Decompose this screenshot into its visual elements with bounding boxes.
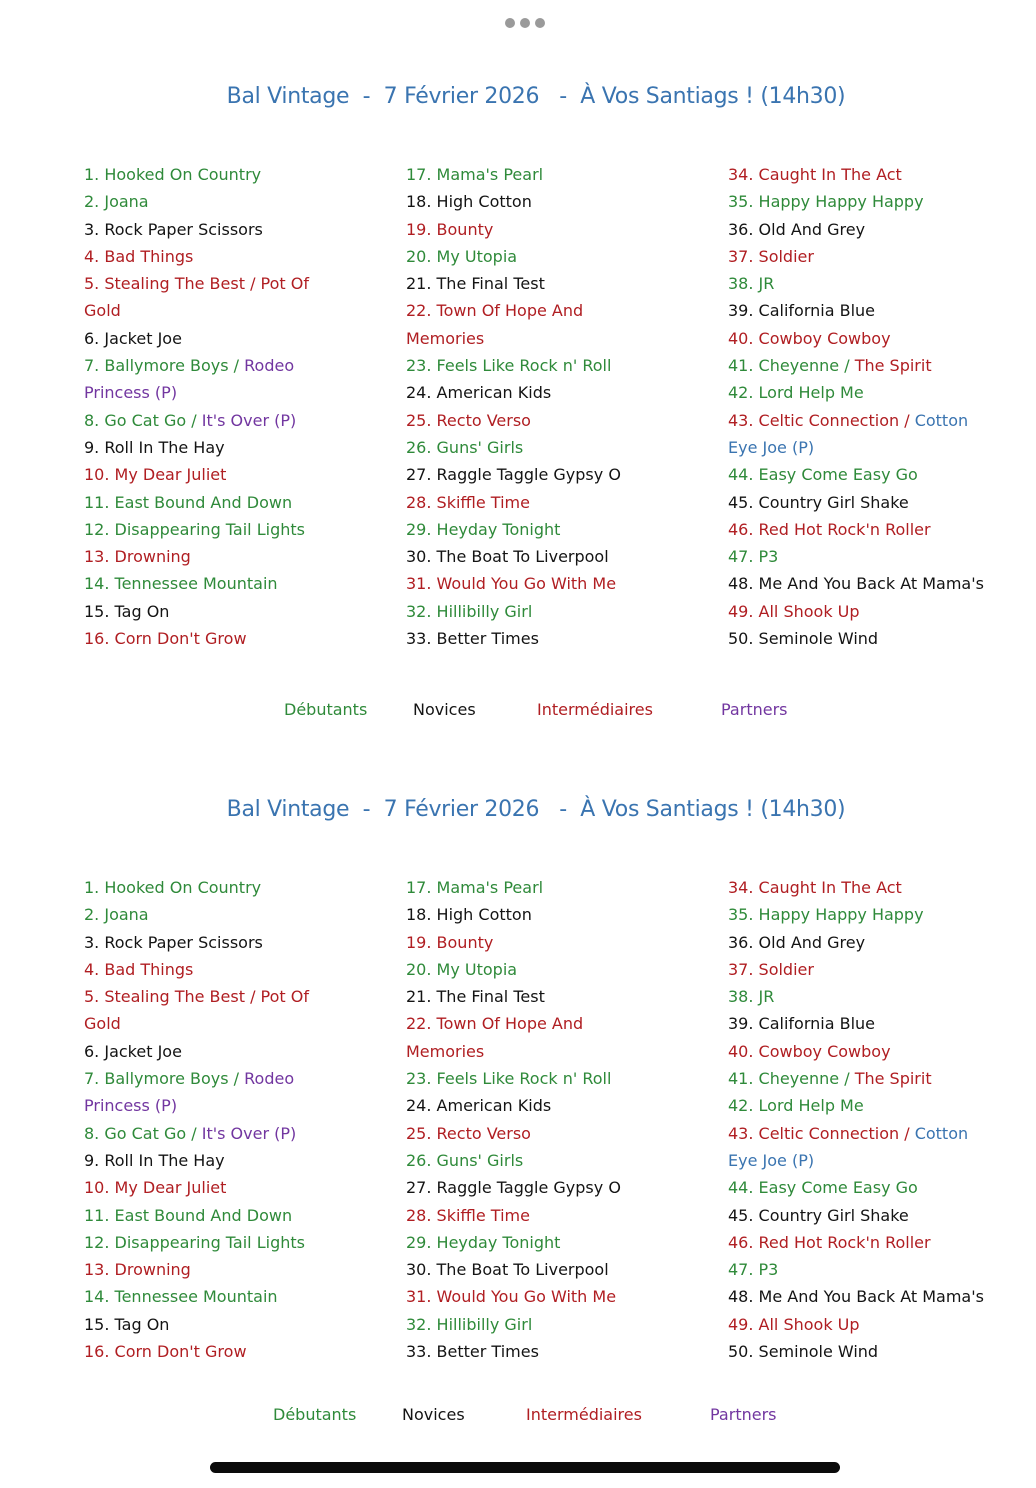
dance-list-item [728,516,1028,543]
dance-list-item [406,297,706,324]
dance-title: 32. Hillibilly Girl [406,601,533,621]
dance-column-1 [84,161,384,652]
dance-list-item [406,1283,706,1310]
dance-list-item [406,325,706,352]
dance-title: 30. The Boat To Liverpool [406,1260,609,1280]
dance-column-3 [728,161,1028,652]
dance-title: 22. Town Of Hope And [406,301,584,321]
dance-title: 25. Recto Verso [406,410,531,430]
dance-title: 39. California Blue [728,1014,875,1034]
dance-title: 3. Rock Paper Scissors [84,219,263,239]
dance-list-item [84,379,384,406]
dance-list-item [406,1038,706,1065]
dance-list-item [84,1174,384,1201]
dance-title: 9. Roll In The Hay [84,437,225,457]
dance-title: 32. Hillibilly Girl [406,1314,533,1334]
dance-list-item [406,379,706,406]
dance-title: 16. Corn Don't Grow [84,629,247,649]
dance-list-item [84,434,384,461]
legend-debutants: Débutants [273,1405,357,1424]
dance-title: 13. Drowning [84,1260,191,1280]
dance-title: Cotton [914,410,969,430]
dance-title: 22. Town Of Hope And [406,1014,584,1034]
dance-list-item [84,1065,384,1092]
dance-title: Memories [406,328,485,348]
dance-list-item [84,1283,384,1310]
legend-intermediaires: Intermédiaires [526,1405,642,1424]
dance-title: 8. Go Cat Go / [84,1123,202,1143]
dance-list-item [84,983,384,1010]
dance-title: 26. Guns' Girls [406,437,524,457]
dance-list-item [406,543,706,570]
dance-list-item [728,1338,1028,1365]
dance-title: 40. Cowboy Cowboy [728,328,891,348]
dance-title: 42. Lord Help Me [728,1096,864,1116]
dance-title: 6. Jacket Joe [84,1041,182,1061]
dance-list-item [406,625,706,652]
dance-list-item [406,243,706,270]
dance-list-item [84,1092,384,1119]
dance-title: 12. Disappearing Tail Lights [84,1232,305,1252]
more-options-icon[interactable] [505,18,545,28]
dance-list-item [84,461,384,488]
dance-list-item [84,1202,384,1229]
dance-title: 5. Stealing The Best / Pot Of [84,274,309,294]
dance-list-item [728,352,1028,379]
dance-list-item [728,570,1028,597]
dance-title: 1. Hooked On Country [84,878,262,897]
dance-list-item [406,1092,706,1119]
dance-column-1 [84,874,384,1365]
legend-novices: Novices [413,700,476,719]
dance-title: 44. Easy Come Easy Go [728,1178,918,1198]
dance-title: 29. Heyday Tonight [406,519,561,539]
dance-title: 37. Soldier [728,959,814,979]
dance-list-item [84,188,384,215]
dance-list-item [406,489,706,516]
dance-column-3 [728,874,1028,1365]
dance-list-item [406,434,706,461]
dance-title: 34. Caught In The Act [728,878,902,897]
dance-title: Gold [84,1014,121,1034]
dance-list-item [728,901,1028,928]
dance-title: 41. Cheyenne / [728,356,855,376]
dance-list-item [728,1256,1028,1283]
dance-title: 8. Go Cat Go / [84,410,202,430]
dance-title: 3. Rock Paper Scissors [84,932,263,952]
dance-list-item [84,1147,384,1174]
dance-title: 31. Would You Go With Me [406,1287,617,1307]
dance-title: 33. Better Times [406,629,539,649]
dance-list-item [728,188,1028,215]
dance-title: 33. Better Times [406,1342,539,1362]
dance-title: Cotton [914,1123,969,1143]
dance-title: 44. Easy Come Easy Go [728,465,918,485]
page-title: Bal Vintage - 7 Février 2026 - À Vos Santiags ! (14h30) [226,797,846,822]
dance-list-item [84,243,384,270]
dance-title: 21. The Final Test [406,274,545,294]
dance-list-item [406,1202,706,1229]
dance-title: 39. California Blue [728,301,875,321]
dance-title: 48. Me And You Back At Mama's [728,574,984,594]
dance-list-item [728,1174,1028,1201]
dance-title: 20. My Utopia [406,246,518,266]
dance-title: 18. High Cotton [406,905,532,925]
dance-list-item [84,1038,384,1065]
dance-title: 25. Recto Verso [406,1123,531,1143]
dance-list-item [728,1202,1028,1229]
dance-list-item [84,516,384,543]
legend-partners: Partners [710,1405,777,1424]
dance-title: 46. Red Hot Rock'n Roller [728,519,931,539]
dance-list-item [84,216,384,243]
dance-list-item [728,625,1028,652]
dance-title: 15. Tag On [84,601,170,621]
dance-list-item [406,407,706,434]
dance-title: It's Over (P) [201,1123,297,1143]
dance-list-item [728,270,1028,297]
dance-list-item [84,1338,384,1365]
dance-title: 38. JR [728,274,775,294]
dance-list-item [84,161,384,188]
dance-list-item [728,1283,1028,1310]
dance-list-item [84,1120,384,1147]
dance-title: 24. American Kids [406,1096,552,1116]
dance-title: 28. Skiffle Time [406,492,530,512]
dance-title: 36. Old And Grey [728,219,866,239]
dance-list-item [728,1038,1028,1065]
dance-title: Princess (P) [84,383,178,403]
dance-title: 13. Drowning [84,547,191,567]
legend-partners: Partners [721,700,788,719]
dance-list-item [406,874,706,901]
dance-title: Eye Joe (P) [728,1150,815,1170]
dance-title: 36. Old And Grey [728,932,866,952]
dance-title: 23. Feels Like Rock n' Roll [406,1069,612,1089]
dance-column-2 [406,874,706,1365]
dance-title: 42. Lord Help Me [728,383,864,403]
dance-list-item [406,1065,706,1092]
dance-list-item [406,1311,706,1338]
dance-title: Memories [406,1041,485,1061]
dance-list-item [728,407,1028,434]
dance-list-item [406,1229,706,1256]
dance-title: The Spirit [854,1069,932,1089]
dance-list-item [406,161,706,188]
dance-list-item [406,570,706,597]
dance-title: 47. P3 [728,1260,779,1280]
dance-list-item [84,901,384,928]
dance-title: 41. Cheyenne / [728,1069,855,1089]
dance-list-item [406,188,706,215]
dance-list-item [84,270,384,297]
dance-title: 46. Red Hot Rock'n Roller [728,1232,931,1252]
dance-list-item [84,1311,384,1338]
dance-title: 47. P3 [728,547,779,567]
dance-list-item [728,983,1028,1010]
dot [535,18,545,28]
dance-title: 10. My Dear Juliet [84,465,227,485]
dance-title: Rodeo [244,356,295,376]
dance-title: 35. Happy Happy Happy [728,192,924,212]
dance-list-item [84,570,384,597]
dance-title: 43. Celtic Connection / [728,1123,915,1143]
dance-title: 14. Tennessee Mountain [84,574,278,594]
dance-title: 2. Joana [84,905,149,925]
dance-list-item [728,1010,1028,1037]
dance-list-item [728,874,1028,901]
dance-list-item [406,901,706,928]
dance-title: 12. Disappearing Tail Lights [84,519,305,539]
dance-title: 20. My Utopia [406,959,518,979]
dance-list-item [728,379,1028,406]
dance-title: 40. Cowboy Cowboy [728,1041,891,1061]
dance-list-item [728,325,1028,352]
dance-list-item [84,543,384,570]
dance-list-item [406,1120,706,1147]
dance-list-item [728,1092,1028,1119]
dance-list-item [84,598,384,625]
dance-title: 45. Country Girl Shake [728,1205,909,1225]
dance-title: 2. Joana [84,192,149,212]
dance-title: 17. Mama's Pearl [406,878,544,897]
dance-list-item [728,1120,1028,1147]
dance-title: 4. Bad Things [84,246,194,266]
dance-list-item [84,1010,384,1037]
dance-list-item [728,543,1028,570]
dance-title: 28. Skiffle Time [406,1205,530,1225]
dance-title: 35. Happy Happy Happy [728,905,924,925]
dance-list-item [406,516,706,543]
dance-list-item [406,1256,706,1283]
dance-title: 11. East Bound And Down [84,492,293,512]
legend-debutants: Débutants [284,700,368,719]
dance-title: 23. Feels Like Rock n' Roll [406,356,612,376]
dance-title: 27. Raggle Taggle Gypsy O [406,465,621,485]
dance-title: 15. Tag On [84,1314,170,1334]
dance-title: 14. Tennessee Mountain [84,1287,278,1307]
dance-title: 45. Country Girl Shake [728,492,909,512]
dance-title: 4. Bad Things [84,959,194,979]
dance-title: Eye Joe (P) [728,437,815,457]
dance-title: 19. Bounty [406,219,494,239]
dance-list-item [728,1229,1028,1256]
dance-title: 49. All Shook Up [728,1314,860,1334]
dance-title: 31. Would You Go With Me [406,574,617,594]
dance-list-item [84,874,384,901]
page-title: Bal Vintage - 7 Février 2026 - À Vos Santiags ! (14h30) [226,84,846,109]
dance-title: It's Over (P) [201,410,297,430]
dance-title: 21. The Final Test [406,987,545,1007]
dance-list-item [84,352,384,379]
dance-list-item [84,325,384,352]
dance-list-item [728,1311,1028,1338]
dance-title: 18. High Cotton [406,192,532,212]
dot [505,18,515,28]
dance-list-item [728,1065,1028,1092]
dance-list-item [728,929,1028,956]
dance-title: 1. Hooked On Country [84,165,262,184]
dance-title: Gold [84,301,121,321]
dance-list-item [406,1010,706,1037]
dance-title: 37. Soldier [728,246,814,266]
dance-list-item [406,1338,706,1365]
dance-list-item [406,983,706,1010]
home-indicator[interactable] [210,1462,840,1473]
dance-list-item [84,956,384,983]
dance-list-item [84,407,384,434]
dance-list-item [728,434,1028,461]
legend-intermediaires: Intermédiaires [537,700,653,719]
dot [520,18,530,28]
dance-list-item [84,1256,384,1283]
dance-title: 43. Celtic Connection / [728,410,915,430]
dance-title: 11. East Bound And Down [84,1205,293,1225]
dance-list-item [728,216,1028,243]
dance-title: 9. Roll In The Hay [84,1150,225,1170]
dance-list-item [406,598,706,625]
dance-list-item [84,1229,384,1256]
dance-title: 6. Jacket Joe [84,328,182,348]
dance-title: 38. JR [728,987,775,1007]
dance-title: 5. Stealing The Best / Pot Of [84,987,309,1007]
dance-title: 24. American Kids [406,383,552,403]
dance-title: 19. Bounty [406,932,494,952]
dance-title: The Spirit [854,356,932,376]
dance-title: Princess (P) [84,1096,178,1116]
dance-title: 50. Seminole Wind [728,629,879,649]
dance-list-item [84,489,384,516]
dance-list-item [728,1147,1028,1174]
dance-list-item [728,297,1028,324]
dance-list-item [728,161,1028,188]
dance-title: 26. Guns' Girls [406,1150,524,1170]
dance-title: 50. Seminole Wind [728,1342,879,1362]
dance-title: 48. Me And You Back At Mama's [728,1287,984,1307]
dance-list-item [406,1174,706,1201]
dance-list-item [728,489,1028,516]
dance-list-item [728,956,1028,983]
dance-title: 30. The Boat To Liverpool [406,547,609,567]
dance-title: 17. Mama's Pearl [406,165,544,184]
dance-title: Rodeo [244,1069,295,1089]
dance-list-item [728,598,1028,625]
legend-novices: Novices [402,1405,465,1424]
dance-title: 49. All Shook Up [728,601,860,621]
dance-list-item [406,216,706,243]
dance-list-item [406,461,706,488]
dance-title: 7. Ballymore Boys / [84,1069,245,1089]
dance-list-item [406,1147,706,1174]
dance-list-item [406,352,706,379]
dance-title: 7. Ballymore Boys / [84,356,245,376]
dance-column-2 [406,161,706,652]
dance-title: 10. My Dear Juliet [84,1178,227,1198]
dance-title: 27. Raggle Taggle Gypsy O [406,1178,621,1198]
dance-list-item [728,461,1028,488]
dance-title: 34. Caught In The Act [728,165,902,184]
dance-list-item [84,297,384,324]
dance-list-item [406,270,706,297]
dance-title: 16. Corn Don't Grow [84,1342,247,1362]
dance-list-item [406,929,706,956]
dance-list-item [84,929,384,956]
dance-list-item [84,625,384,652]
dance-title: 29. Heyday Tonight [406,1232,561,1252]
dance-list-item [406,956,706,983]
dance-list-item [728,243,1028,270]
